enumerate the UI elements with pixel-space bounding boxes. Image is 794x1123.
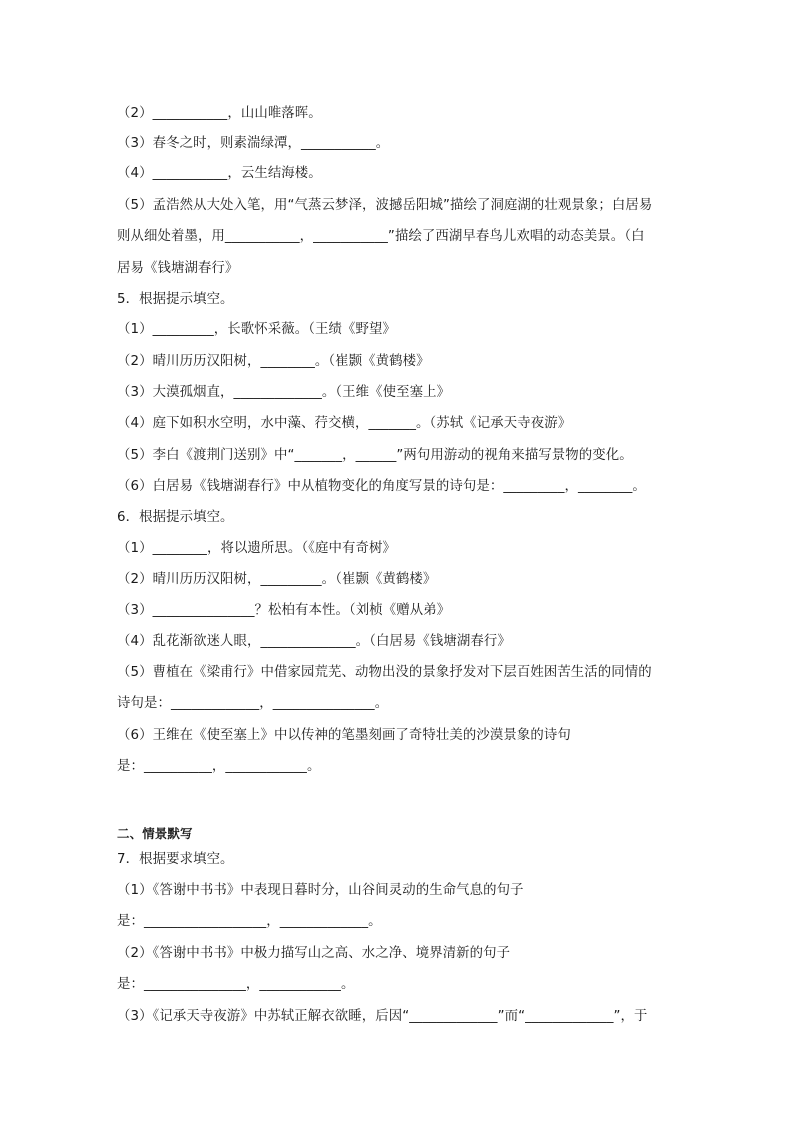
line-10: （3）大漠孤烟直，_____________。（王维《使至塞上》 xyxy=(117,385,451,400)
section-2-heading: 二、情景默写 xyxy=(117,826,193,841)
line-11: （4）庭下如积水空明，水中藻、荇交横，_______。（苏轼《记承天寺夜游》 xyxy=(117,416,572,431)
question-6-heading: 6．根据提示填空。 xyxy=(117,510,234,525)
line-17: （3）_______________？松柏有本性。（刘桢《赠从弟》 xyxy=(117,603,451,618)
line-22: 是：__________，____________。 xyxy=(117,759,321,774)
line-3: （4）___________，云生结海楼。 xyxy=(117,166,322,181)
line-6: 居易《钱塘湖春行》 xyxy=(117,261,239,276)
line-28: 是：_______________，____________。 xyxy=(117,977,355,992)
line-12: （5）李白《渡荆门送别》中“_______，______”两句用游动的视角来描写景物的变化。 xyxy=(117,448,633,463)
line-26: 是：__________________，_____________。 xyxy=(117,914,382,929)
line-5: 则从细处着墨，用___________，___________”描绘了西湖早春鸟儿欢唱的动态美景。（白 xyxy=(117,229,645,244)
question-7-heading: 7．根据要求填空。 xyxy=(117,852,234,867)
question-5-heading: 5．根据提示填空。 xyxy=(117,292,234,307)
line-16: （2）晴川历历汉阳树，_________。（崔颢《黄鹤楼》 xyxy=(117,572,437,587)
line-15: （1）________，将以遗所思。（《庭中有奇树》 xyxy=(117,541,396,556)
line-1: （2）___________，山山唯落晖。 xyxy=(117,106,322,121)
line-2: （3）春冬之时，则素湍绿潭，___________。 xyxy=(117,136,390,151)
line-27: （2）《答谢中书书》中极力描写山之高、水之净、境界清新的句子 xyxy=(117,946,511,961)
line-20: 诗句是：_____________，_______________。 xyxy=(117,696,389,711)
line-18: （4）乱花渐欲迷人眼，______________。（白居易《钱塘湖春行》 xyxy=(117,634,511,649)
line-4: （5）孟浩然从大处入笔，用“气蒸云梦泽，波撼岳阳城”描绘了洞庭湖的壮观景象；白居易 xyxy=(117,198,653,213)
line-19: （5）曹植在《梁甫行》中借家园荒芜、动物出没的景象抒发对下层百姓困苦生活的同情的 xyxy=(117,665,652,680)
line-29: （3）《记承天寺夜游》中苏轼正解衣欲睡，后因“_____________”而“_____________”，于 xyxy=(117,1009,648,1024)
line-25: （1）《答谢中书书》中表现日暮时分，山谷间灵动的生命气息的句子 xyxy=(117,883,524,898)
line-8: （1）_________，长歌怀采薇。（王绩《野望》 xyxy=(117,322,396,337)
line-21: （6）王维在《使至塞上》中以传神的笔墨刻画了奇特壮美的沙漠景象的诗句 xyxy=(117,728,571,743)
line-9: （2）晴川历历汉阳树，________。（崔颢《黄鹤楼》 xyxy=(117,354,430,369)
line-13: （6）白居易《钱塘湖春行》中从植物变化的角度写景的诗句是：_________，________。 xyxy=(117,479,646,494)
